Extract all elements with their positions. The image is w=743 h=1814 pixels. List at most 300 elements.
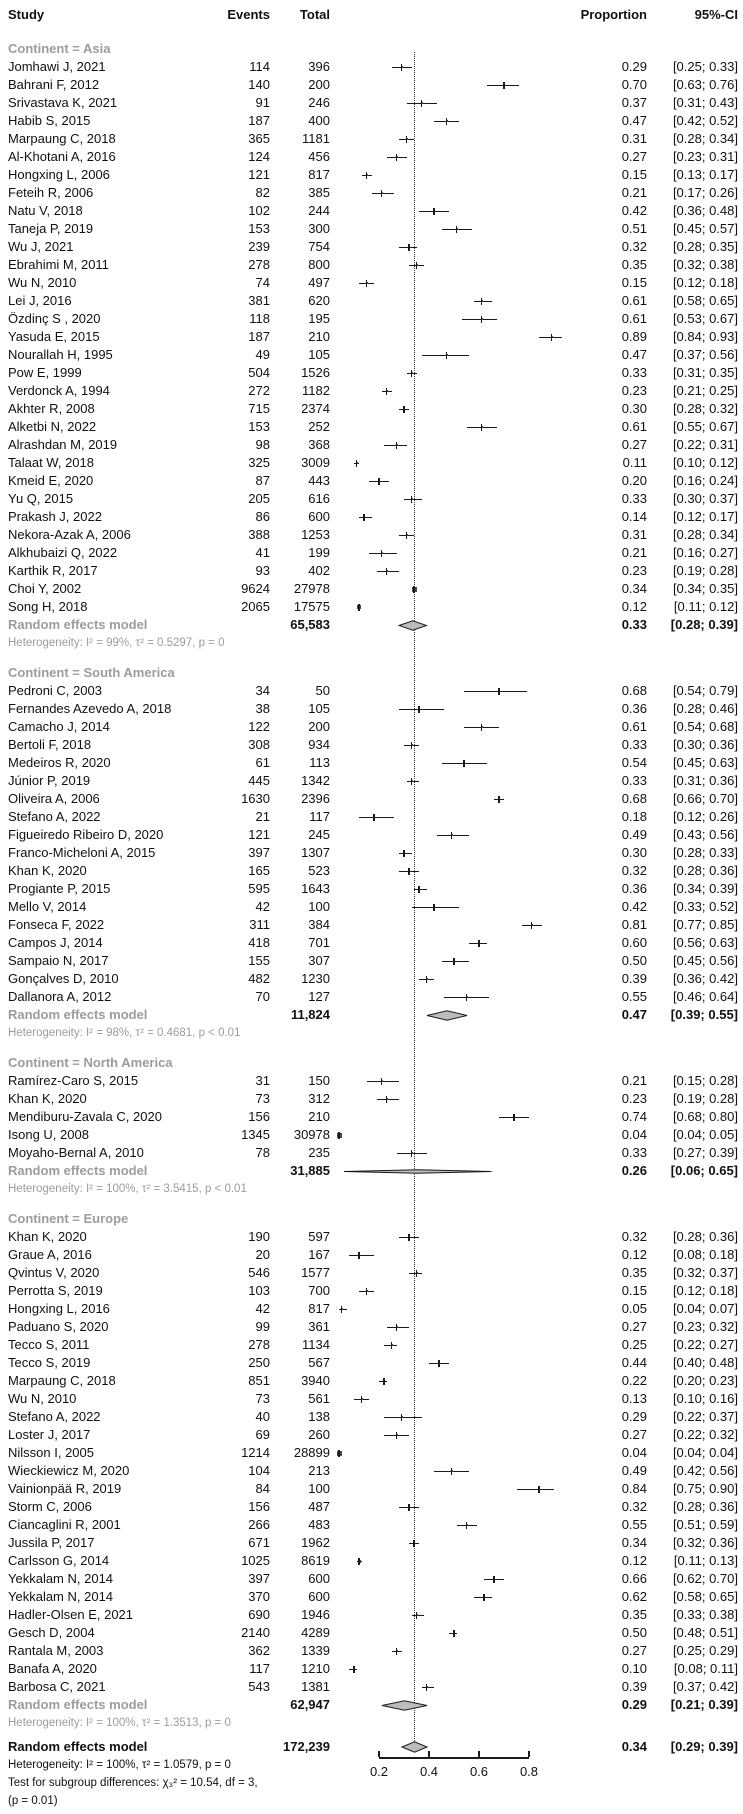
- events-value: 102: [248, 203, 270, 218]
- proportion-value: 0.33: [621, 365, 647, 380]
- events-value: 1345: [241, 1127, 270, 1142]
- total-value: 210: [308, 1109, 330, 1124]
- study-name: Choi Y, 2002: [8, 581, 82, 596]
- events-value: 118: [249, 311, 270, 326]
- total-value: 700: [308, 1283, 330, 1298]
- summary-diamond: [343, 1169, 493, 1174]
- total-value: 443: [308, 473, 330, 488]
- point-estimate-tick: [411, 1150, 413, 1157]
- study-row: [0, 952, 743, 970]
- ci-value: [0.62; 0.70]: [672, 1571, 738, 1586]
- total-value: 113: [309, 755, 330, 770]
- ci-value: [0.56; 0.63]: [672, 935, 738, 950]
- ci-value: [0.22; 0.31]: [672, 437, 738, 452]
- events-value: 365: [248, 131, 270, 146]
- group-label: Continent = Asia: [8, 41, 111, 56]
- spacer: [0, 1042, 743, 1054]
- subgroup-summary-row: [0, 1162, 743, 1180]
- ci-value: [0.32; 0.38]: [672, 257, 738, 272]
- study-row: [0, 772, 743, 790]
- total-value: 1230: [301, 971, 330, 986]
- proportion-value: 0.30: [621, 401, 647, 416]
- events-value: 205: [248, 491, 270, 506]
- ci-value: [0.30; 0.36]: [672, 737, 738, 752]
- point-estimate-tick: [408, 868, 410, 875]
- point-estimate-tick: [408, 1504, 410, 1511]
- study-name: Yasuda E, 2015: [8, 329, 100, 344]
- total-value: 200: [308, 77, 330, 92]
- total-value: 1946: [301, 1607, 330, 1622]
- proportion-value: 0.49: [621, 1463, 647, 1478]
- ci-value: [0.53; 0.67]: [672, 311, 738, 326]
- study-name: Hongxing L, 2006: [8, 167, 110, 182]
- proportion-value: 0.50: [621, 1625, 647, 1640]
- summary-ci: [0.06; 0.65]: [670, 1163, 738, 1178]
- events-value: 42: [255, 899, 270, 914]
- study-row: [0, 880, 743, 898]
- study-name: Natu V, 2018: [8, 203, 83, 218]
- events-value: 278: [248, 257, 270, 272]
- study-row: [0, 826, 743, 844]
- spacer: [0, 1198, 743, 1210]
- point-estimate-tick: [358, 604, 360, 611]
- events-value: 114: [249, 59, 270, 74]
- events-value: 381: [248, 293, 270, 308]
- group-label-row: [0, 1210, 743, 1228]
- study-name: Khan K, 2020: [8, 1091, 87, 1106]
- study-row: [0, 1354, 743, 1372]
- study-name: Loster J, 2017: [8, 1427, 91, 1442]
- study-name: Gonçalves D, 2010: [8, 971, 119, 986]
- heterogeneity-text: Heterogeneity: I² = 99%, τ² = 0.5297, p = 0: [8, 637, 225, 649]
- point-estimate-tick: [481, 298, 483, 305]
- total-value: 1210: [301, 1661, 330, 1676]
- ci-value: [0.28; 0.33]: [672, 845, 738, 860]
- events-value: 104: [248, 1463, 270, 1478]
- study-row: [0, 1246, 743, 1264]
- point-estimate-tick: [503, 82, 505, 89]
- total-value: 252: [308, 419, 330, 434]
- point-estimate-tick: [426, 976, 428, 983]
- study-row: [0, 130, 743, 148]
- study-name: Stefano A, 2022: [8, 809, 101, 824]
- proportion-value: 0.55: [621, 989, 647, 1004]
- study-name: Perrotta S, 2019: [8, 1283, 103, 1298]
- study-row: [0, 1228, 743, 1246]
- study-row: [0, 1516, 743, 1534]
- study-row: [0, 682, 743, 700]
- point-estimate-tick: [401, 64, 403, 71]
- total-value: 701: [308, 935, 330, 950]
- ci-value: [0.51; 0.59]: [672, 1517, 738, 1532]
- ci-value: [0.28; 0.46]: [672, 701, 738, 716]
- proportion-value: 0.27: [621, 1427, 647, 1442]
- study-name: Verdonck A, 1994: [8, 383, 110, 398]
- total-value: 523: [308, 863, 330, 878]
- group-label: Continent = Europe: [8, 1211, 129, 1226]
- events-value: 156: [248, 1109, 270, 1124]
- study-row: [0, 508, 743, 526]
- point-estimate-tick: [363, 514, 365, 521]
- total-value: 260: [308, 1427, 330, 1442]
- proportion-value: 0.23: [621, 1091, 647, 1106]
- events-value: 418: [248, 935, 270, 950]
- study-row: [0, 148, 743, 166]
- point-estimate-tick: [366, 172, 368, 179]
- point-estimate-tick: [338, 1450, 340, 1457]
- study-row: [0, 472, 743, 490]
- ci-value: [0.34; 0.39]: [672, 881, 738, 896]
- events-value: 155: [248, 953, 270, 968]
- ci-value: [0.45; 0.63]: [672, 755, 738, 770]
- events-value: 851: [248, 1373, 270, 1388]
- ci-value: [0.31; 0.35]: [672, 365, 738, 380]
- study-row: [0, 1300, 743, 1318]
- total-value: 1643: [301, 881, 330, 896]
- ci-line: [399, 853, 412, 854]
- proportion-value: 0.21: [621, 185, 647, 200]
- study-row: [0, 256, 743, 274]
- events-value: 93: [255, 563, 270, 578]
- summary-total: 31,885: [290, 1163, 330, 1178]
- events-value: 595: [248, 881, 270, 896]
- ci-value: [0.63; 0.76]: [672, 77, 738, 92]
- study-name: Kmeid E, 2020: [8, 473, 94, 488]
- ci-value: [0.58; 0.65]: [672, 1589, 738, 1604]
- axis-tick: [378, 1751, 380, 1757]
- study-name: Nekora-Azak A, 2006: [8, 527, 131, 542]
- ci-line: [462, 319, 497, 320]
- proportion-value: 0.10: [621, 1661, 647, 1676]
- study-row: [0, 238, 743, 256]
- summary-total: 62,947: [290, 1697, 330, 1712]
- events-value: 87: [255, 473, 270, 488]
- study-name: Oliveira A, 2006: [8, 791, 100, 806]
- study-name: Karthik R, 2017: [8, 563, 98, 578]
- study-name: Yekkalam N, 2014: [8, 1571, 114, 1586]
- point-estimate-tick: [401, 1414, 403, 1421]
- ci-value: [0.48; 0.51]: [672, 1625, 738, 1640]
- summary-ci: [0.28; 0.39]: [670, 617, 738, 632]
- total-value: 620: [308, 293, 330, 308]
- total-value: 199: [308, 545, 330, 560]
- proportion-value: 0.51: [621, 221, 647, 236]
- point-estimate-tick: [413, 586, 415, 593]
- ci-line: [377, 1099, 400, 1100]
- total-value: 385: [308, 185, 330, 200]
- point-estimate-tick: [408, 1234, 410, 1241]
- ci-value: [0.33; 0.38]: [672, 1607, 738, 1622]
- events-value: 21: [255, 809, 270, 824]
- total-value: 1339: [301, 1643, 330, 1658]
- study-row: [0, 346, 743, 364]
- proportion-value: 0.05: [621, 1301, 647, 1316]
- total-value: 400: [308, 113, 330, 128]
- study-name: Fonseca F, 2022: [8, 917, 105, 932]
- ci-line: [437, 835, 470, 836]
- study-row: [0, 790, 743, 808]
- proportion-value: 0.18: [621, 809, 647, 824]
- proportion-value: 0.04: [621, 1445, 647, 1460]
- study-name: Hadler-Olsen E, 2021: [8, 1607, 134, 1622]
- total-value: 138: [308, 1409, 330, 1424]
- events-value: 165: [248, 863, 270, 878]
- events-value: 124: [248, 149, 270, 164]
- point-estimate-tick: [433, 904, 435, 911]
- point-estimate-tick: [456, 226, 458, 233]
- events-value: 187: [248, 113, 270, 128]
- proportion-value: 0.23: [621, 383, 647, 398]
- ci-value: [0.32; 0.37]: [672, 1265, 738, 1280]
- summary-proportion: 0.33: [621, 617, 647, 632]
- total-value: 934: [308, 737, 330, 752]
- study-row: [0, 1408, 743, 1426]
- point-estimate-tick: [451, 832, 453, 839]
- total-value: 1342: [301, 773, 330, 788]
- proportion-value: 0.61: [621, 719, 647, 734]
- study-name: Rantala M, 2003: [8, 1643, 104, 1658]
- events-value: 153: [248, 419, 270, 434]
- events-value: 1630: [241, 791, 270, 806]
- point-estimate-tick: [381, 1078, 383, 1085]
- total-value: 50: [315, 683, 330, 698]
- events-value: 397: [248, 845, 270, 860]
- total-value: 402: [308, 563, 330, 578]
- events-value: 546: [248, 1265, 270, 1280]
- total-value: 600: [308, 1571, 330, 1586]
- header-events: Events: [227, 7, 270, 22]
- ci-value: [0.08; 0.11]: [673, 1661, 738, 1676]
- overall-heterogeneity-text: Heterogeneity: I² = 100%, τ² = 1.0579, p = 0: [8, 1759, 231, 1771]
- total-value: 1134: [302, 1337, 330, 1352]
- point-estimate-tick: [418, 706, 420, 713]
- study-row: [0, 1480, 743, 1498]
- ci-value: [0.12; 0.18]: [672, 275, 738, 290]
- ci-value: [0.75; 0.90]: [672, 1481, 738, 1496]
- axis-tick-label: 0.4: [419, 1764, 439, 1779]
- events-value: 2065: [241, 599, 270, 614]
- proportion-value: 0.15: [621, 275, 647, 290]
- ci-line: [517, 1489, 555, 1490]
- study-row: [0, 862, 743, 880]
- study-name: Ciancaglini R, 2001: [8, 1517, 121, 1532]
- header-ci: 95%-CI: [694, 7, 738, 22]
- study-name: Yekkalam N, 2014: [8, 1589, 114, 1604]
- study-row: [0, 1606, 743, 1624]
- ci-value: [0.42; 0.52]: [672, 113, 738, 128]
- ci-value: [0.77; 0.85]: [672, 917, 738, 932]
- events-value: 103: [248, 1283, 270, 1298]
- events-value: 74: [255, 275, 270, 290]
- point-estimate-tick: [483, 1594, 485, 1601]
- proportion-value: 0.11: [622, 455, 647, 470]
- proportion-value: 0.29: [621, 1409, 647, 1424]
- proportion-value: 0.32: [621, 1229, 647, 1244]
- study-row: [0, 310, 743, 328]
- point-estimate-tick: [531, 922, 533, 929]
- study-row: [0, 1498, 743, 1516]
- total-value: 167: [308, 1247, 330, 1262]
- total-value: 28899: [293, 1445, 330, 1460]
- ci-line: [377, 571, 400, 572]
- events-value: 73: [255, 1391, 270, 1406]
- total-value: 1181: [302, 131, 330, 146]
- point-estimate-tick: [403, 406, 405, 413]
- study-name: Franco-Micheloni A, 2015: [8, 845, 156, 860]
- axis-tick-label: 0.2: [369, 1764, 389, 1779]
- point-estimate-tick: [366, 1288, 368, 1295]
- events-value: 70: [255, 989, 270, 1004]
- ci-value: [0.36; 0.48]: [672, 203, 738, 218]
- study-name: Sampaio N, 2017: [8, 953, 109, 968]
- study-row: [0, 1552, 743, 1570]
- ci-value: [0.17; 0.26]: [672, 185, 738, 200]
- summary-total: 11,824: [290, 1007, 330, 1022]
- study-name: Srivastava K, 2021: [8, 95, 118, 110]
- total-value: 100: [308, 1481, 330, 1496]
- total-value: 210: [308, 329, 330, 344]
- proportion-value: 0.33: [621, 1145, 647, 1160]
- point-estimate-tick: [416, 1612, 418, 1619]
- total-value: 497: [308, 275, 330, 290]
- ci-line: [414, 889, 427, 890]
- study-row: [0, 562, 743, 580]
- study-name: Özdinç S , 2020: [8, 311, 101, 326]
- ci-value: [0.22; 0.27]: [672, 1337, 738, 1352]
- study-row: [0, 490, 743, 508]
- proportion-value: 0.21: [621, 545, 647, 560]
- spacer: [0, 24, 743, 40]
- axis-tick: [478, 1751, 480, 1757]
- proportion-value: 0.34: [621, 581, 647, 596]
- events-value: 308: [248, 737, 270, 752]
- overall-label: Random effects model: [8, 1739, 148, 1754]
- proportion-value: 0.04: [621, 1127, 647, 1142]
- point-estimate-tick: [411, 496, 413, 503]
- subgroup-test-text: Test for subgroup differences: χ₃² = 10.54, df = 3,: [8, 1777, 258, 1789]
- proportion-value: 0.37: [621, 95, 647, 110]
- study-name: Graue A, 2016: [8, 1247, 92, 1262]
- ci-line: [442, 961, 470, 962]
- spacer: [0, 652, 743, 664]
- heterogeneity-row: [0, 1714, 743, 1732]
- events-value: 362: [248, 1643, 270, 1658]
- point-estimate-tick: [446, 118, 448, 125]
- ci-value: [0.16; 0.24]: [672, 473, 738, 488]
- proportion-value: 0.27: [621, 437, 647, 452]
- proportion-value: 0.25: [621, 1337, 647, 1352]
- ci-value: [0.30; 0.37]: [672, 491, 738, 506]
- events-value: 543: [248, 1679, 270, 1694]
- study-row: [0, 1462, 743, 1480]
- proportion-value: 0.32: [621, 863, 647, 878]
- proportion-value: 0.31: [621, 527, 647, 542]
- study-name: Storm C, 2006: [8, 1499, 92, 1514]
- point-estimate-tick: [453, 958, 455, 965]
- header-proportion: Proportion: [580, 7, 647, 22]
- point-estimate-tick: [373, 814, 375, 821]
- point-estimate-tick: [481, 424, 483, 431]
- point-estimate-tick: [498, 688, 500, 695]
- study-row: [0, 1144, 743, 1162]
- point-estimate-tick: [378, 478, 380, 485]
- study-row: [0, 418, 743, 436]
- proportion-value: 0.21: [621, 1073, 647, 1088]
- point-estimate-tick: [498, 796, 500, 803]
- study-row: [0, 1678, 743, 1696]
- proportion-value: 0.36: [621, 701, 647, 716]
- point-estimate-tick: [403, 850, 405, 857]
- point-estimate-tick: [391, 1342, 393, 1349]
- total-value: 817: [308, 167, 330, 182]
- proportion-value: 0.39: [621, 1679, 647, 1694]
- total-value: 1307: [301, 845, 330, 860]
- point-estimate-tick: [386, 568, 388, 575]
- ci-value: [0.04; 0.04]: [672, 1445, 738, 1460]
- study-row: [0, 400, 743, 418]
- ci-value: [0.23; 0.32]: [672, 1319, 738, 1334]
- axis-tick: [428, 1751, 430, 1757]
- point-estimate-tick: [418, 886, 420, 893]
- total-value: 487: [308, 1499, 330, 1514]
- total-value: 312: [308, 1091, 330, 1106]
- events-value: 153: [248, 221, 270, 236]
- study-name: Yu Q, 2015: [8, 491, 74, 506]
- ci-line: [372, 193, 395, 194]
- proportion-value: 0.32: [621, 239, 647, 254]
- point-estimate-tick: [493, 1576, 495, 1583]
- proportion-value: 0.81: [621, 917, 647, 932]
- events-value: 117: [249, 1661, 270, 1676]
- proportion-value: 0.54: [621, 755, 647, 770]
- events-value: 61: [255, 755, 270, 770]
- study-row: [0, 1282, 743, 1300]
- point-estimate-tick: [381, 550, 383, 557]
- events-value: 190: [248, 1229, 270, 1244]
- total-value: 384: [308, 917, 330, 932]
- events-value: 42: [255, 1301, 270, 1316]
- events-value: 250: [248, 1355, 270, 1370]
- point-estimate-tick: [396, 154, 398, 161]
- heterogeneity-text: Heterogeneity: I² = 98%, τ² = 0.4681, p < 0.01: [8, 1027, 241, 1039]
- proportion-value: 0.33: [621, 773, 647, 788]
- point-estimate-tick: [453, 1630, 455, 1637]
- proportion-value: 0.29: [621, 59, 647, 74]
- proportion-value: 0.15: [621, 1283, 647, 1298]
- ci-value: [0.31; 0.36]: [672, 773, 738, 788]
- study-row: [0, 436, 743, 454]
- study-row: [0, 970, 743, 988]
- study-name: Camacho J, 2014: [8, 719, 110, 734]
- proportion-value: 0.60: [621, 935, 647, 950]
- events-value: 73: [255, 1091, 270, 1106]
- study-row: [0, 1318, 743, 1336]
- study-name: Banafa A, 2020: [8, 1661, 97, 1676]
- study-row: [0, 58, 743, 76]
- summary-label: Random effects model: [8, 1163, 148, 1178]
- proportion-value: 0.44: [621, 1355, 647, 1370]
- study-row: [0, 988, 743, 1006]
- ci-line: [384, 1417, 422, 1418]
- total-value: 2396: [301, 791, 330, 806]
- proportion-value: 0.27: [621, 1319, 647, 1334]
- total-value: 117: [309, 809, 330, 824]
- ci-value: [0.23; 0.31]: [672, 149, 738, 164]
- point-estimate-tick: [538, 1486, 540, 1493]
- study-row: [0, 916, 743, 934]
- total-value: 396: [308, 59, 330, 74]
- point-estimate-tick: [396, 1432, 398, 1439]
